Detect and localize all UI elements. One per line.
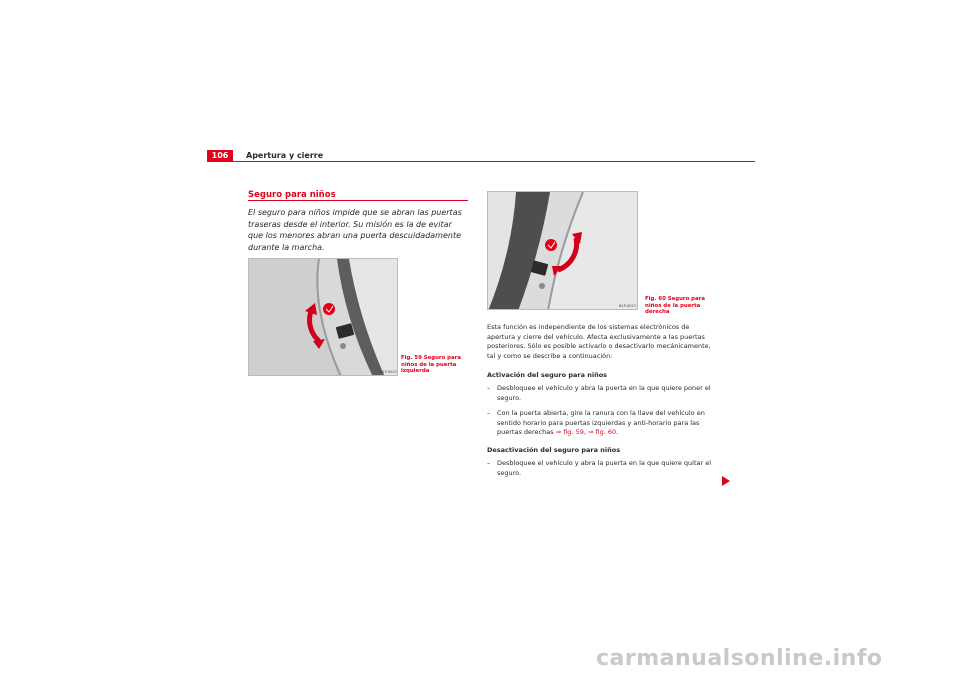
activation-heading: Activación del seguro para niños	[487, 371, 608, 379]
door-lock-right-illustration	[488, 192, 638, 310]
door-lock-left-illustration	[249, 259, 398, 376]
dash-bullet: –	[487, 384, 491, 392]
figure-59-image	[248, 258, 398, 376]
activation-step-1-text: Desbloquee el vehículo y abra la puerta en la que quiere poner el seguro.	[497, 384, 711, 402]
deactivation-step-1	[487, 459, 715, 478]
deactivation-heading: Desactivación del seguro para niños	[487, 446, 621, 454]
page-number: 106	[207, 150, 233, 162]
activation-step-2-text	[497, 409, 715, 438]
watermark: carmanualsonline.info	[596, 646, 883, 671]
chapter-title: Apertura y cierre	[246, 151, 324, 160]
ref-end: .	[616, 428, 619, 437]
section-title-divider	[248, 200, 468, 201]
continue-arrow-icon	[722, 476, 730, 486]
figure-60-image	[487, 191, 638, 310]
dash-bullet: –	[487, 409, 491, 417]
section-title: Seguro para niños	[248, 190, 336, 200]
header-divider	[207, 161, 755, 162]
activation-step-2-body: Con la puerta abierta, gire la ranura con la llave del vehículo en sentido horario para puertas izquierdas y anti-horario para las puertas derechas	[497, 409, 705, 437]
figure-59-code: B1P-0022	[380, 370, 397, 374]
section-lead: El seguro para niños impide que se abran las puertas traseras desde el interior. Su misión es la de evitar que los menores abran una puerta descuidadamente durante la marcha.	[248, 208, 462, 252]
link-fig-59[interactable]: ⇒ fig. 59	[555, 428, 584, 437]
figure-60-code: B1P-0023	[619, 304, 636, 308]
intro-paragraph: Esta función es independiente de los sistemas electrónicos de apertura y cierre del vehículo. Afecta exclusivamente a las puertas posteriores. Sólo es posible activarlo o desactivarlo mecánicamente, tal y como se describe a continuación:	[487, 323, 711, 360]
activation-step-1	[487, 384, 715, 403]
activation-step-2	[487, 409, 715, 438]
figure-60-caption: Fig. 60 Seguro para niños de la puerta derecha	[645, 296, 705, 315]
deactivation-step-1-text: Desbloquee el vehículo y abra la puerta en la que quiere quitar el seguro.	[497, 459, 712, 477]
ref-separator: ,	[583, 428, 588, 437]
dash-bullet: –	[487, 459, 491, 467]
figure-59-caption: Fig. 59 Seguro para niños de la puerta izquierda	[401, 355, 461, 374]
link-fig-60[interactable]: ⇒ fig. 60	[587, 428, 617, 437]
